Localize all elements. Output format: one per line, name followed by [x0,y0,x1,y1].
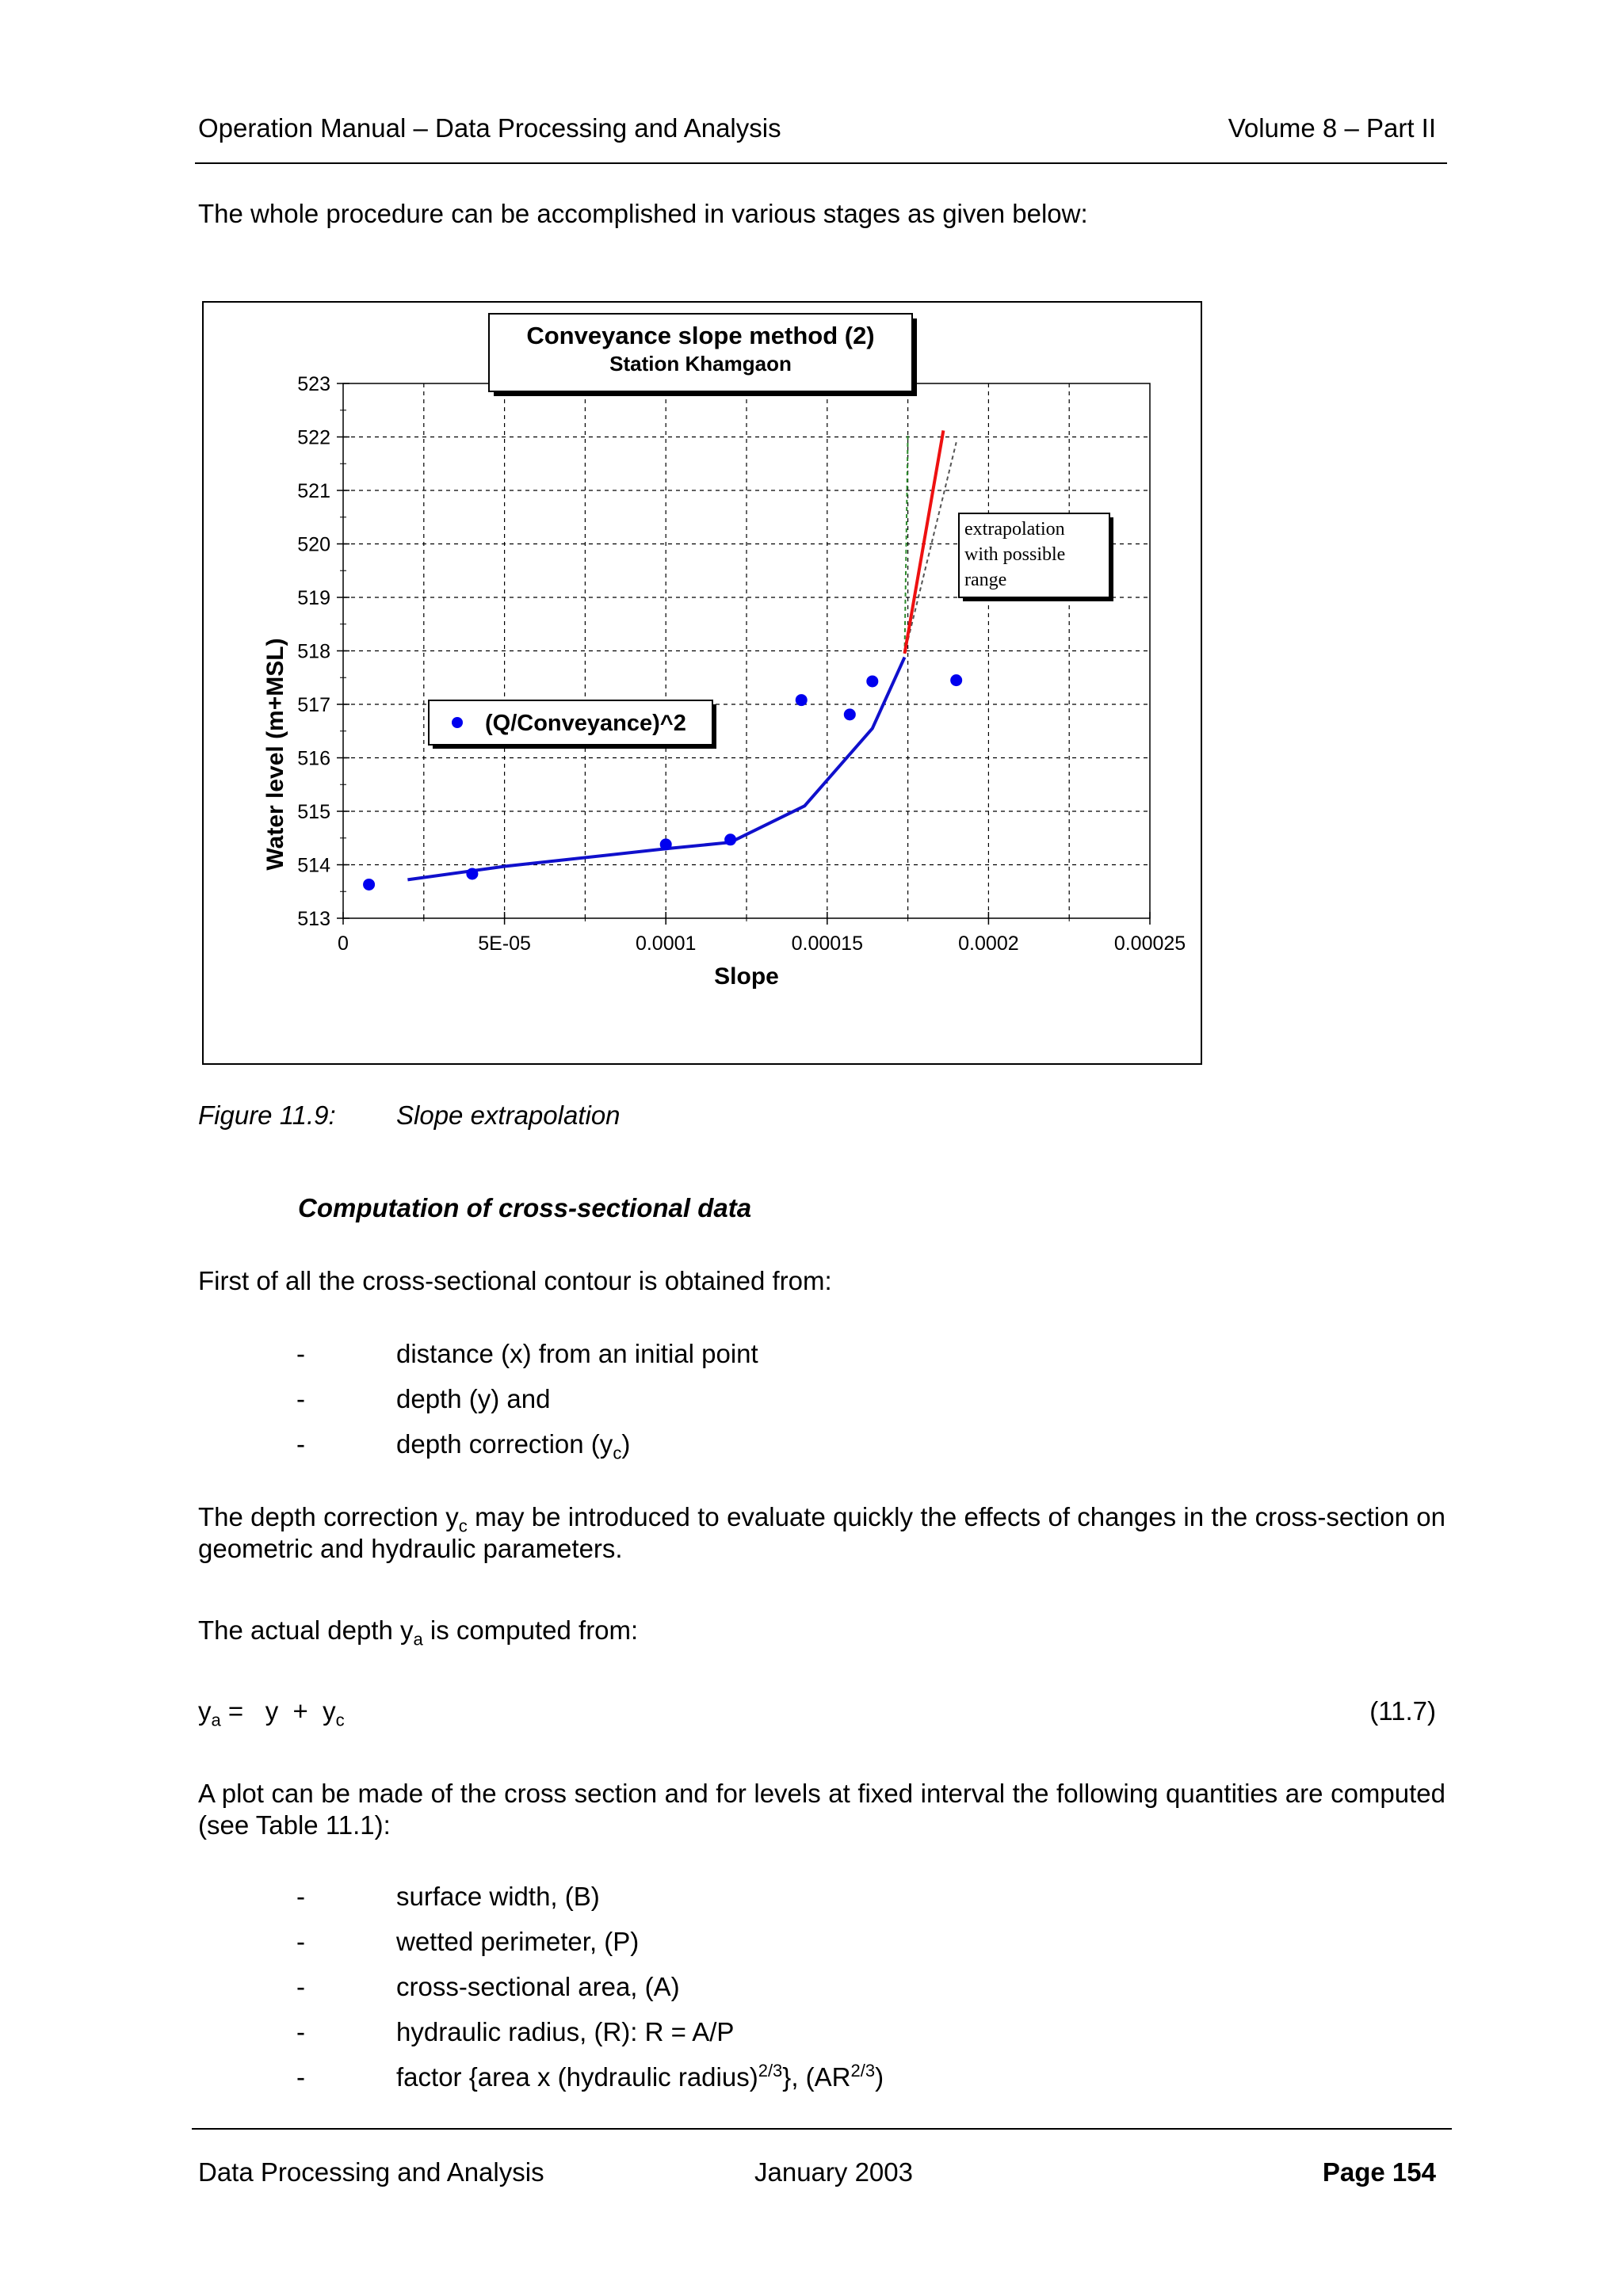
y-tick-label: 517 [297,694,330,716]
chart-axes [297,373,1186,955]
data-point [866,675,878,687]
footer-title: Data Processing and Analysis [198,2157,544,2187]
footer-page-number: Page 154 [1322,2157,1436,2187]
y-tick-label: 514 [297,854,330,877]
paragraph-actual-depth: The actual depth $y_a$ is computed from: [198,1615,639,1650]
chart-grid [343,383,1150,918]
equation-number: (11.7) [1369,1696,1436,1726]
data-point [724,833,736,845]
equation-actual-depth: $y_a = y + y_c$ [198,1696,345,1730]
list-bullet: - [296,1972,305,2001]
y-tick-label: 523 [297,373,330,395]
figure-caption: Slope extrapolation [396,1100,621,1130]
data-point [363,879,375,891]
conveyance-slope-chart [204,303,1201,1063]
fit-line [407,658,904,880]
y-tick-label: 521 [297,480,330,502]
list-bullet: - [296,1882,305,1911]
y-tick-label: 515 [297,801,330,823]
x-tick-label: 5E-05 [478,933,531,955]
annotation-line-1: extrapolation [964,519,1065,540]
x-axis-label: Slope [714,963,779,990]
y-tick-label: 516 [297,747,330,770]
list-item: wetted perimeter, (P) [396,1927,640,1956]
data-point [466,868,478,879]
data-point [950,674,962,686]
footer-date: January 2003 [754,2157,913,2187]
list-bullet: - [296,1339,305,1368]
y-tick-label: 522 [297,426,330,449]
list-bullet: - [296,1384,305,1413]
paragraph-depth-correction: The depth correction $y_c$ may be introduced to evaluate quickly the effects of changes in the cross-section on geometric and hydraulic parameters. [198,1502,1445,1563]
annotation-line-2: with possible [964,544,1066,565]
chart-frame [202,301,1202,1065]
x-tick-label: 0.00015 [791,933,863,955]
list-bullet: - [296,1429,305,1459]
section-heading: Computation of cross-sectional data [298,1193,752,1222]
paragraph-plot: A plot can be made of the cross section and for levels at fixed interval the following quantities are computed (see Table 11.1): [198,1779,1445,1840]
y-tick-label: 513 [297,908,330,930]
x-tick-label: 0.00025 [1113,933,1186,955]
data-point [796,694,808,706]
list-item: distance (x) from an initial point [396,1339,758,1368]
list-item: surface width, (B) [396,1882,600,1911]
y-tick-label: 520 [297,533,330,556]
legend-label: (Q/Conveyance)^2 [485,711,686,736]
list-item: depth correction $(y_c)$ [396,1429,631,1463]
list-item: cross-sectional area, (A) [396,1972,680,2001]
x-tick-label: 0 [338,933,349,955]
running-header-title: Operation Manual – Data Processing and Analysis [198,113,781,143]
list-item: hydraulic radius, (R): R = A/P [396,2017,735,2046]
y-tick-label: 519 [297,587,330,609]
annotation-line-3: range [964,570,1007,590]
y-axis-label: Water level (m+MSL) [262,638,288,871]
list-bullet: - [296,2017,305,2046]
list-bullet: - [296,2062,305,2092]
list-item: depth (y) and [396,1384,551,1413]
chart-series [363,430,962,891]
paragraph-contour: First of all the cross-sectional contour is obtained from: [198,1266,832,1295]
list-bullet: - [296,1927,305,1956]
x-tick-label: 0.0001 [635,933,697,955]
chart-title: Conveyance slope method (2) [526,322,875,349]
extrapolation-line [905,430,944,654]
intro-paragraph: The whole procedure can be accomplished in various stages as given below: [198,199,1088,228]
figure-number: Figure 11.9: [198,1100,336,1130]
list-item: factor {area x (hydraulic radius)$^{2/3}$}, $(AR^{2/3})$ [396,2061,884,2092]
data-point [660,838,672,850]
header-rule [195,162,1447,164]
running-header-volume: Volume 8 – Part II [1228,113,1436,143]
y-tick-label: 518 [297,640,330,663]
x-tick-label: 0.0002 [958,933,1019,955]
data-point [844,708,856,720]
range-upper-line [905,442,957,654]
footer-rule [192,2128,1452,2130]
chart-subtitle: Station Khamgaon [609,352,792,376]
legend-marker [452,717,463,728]
